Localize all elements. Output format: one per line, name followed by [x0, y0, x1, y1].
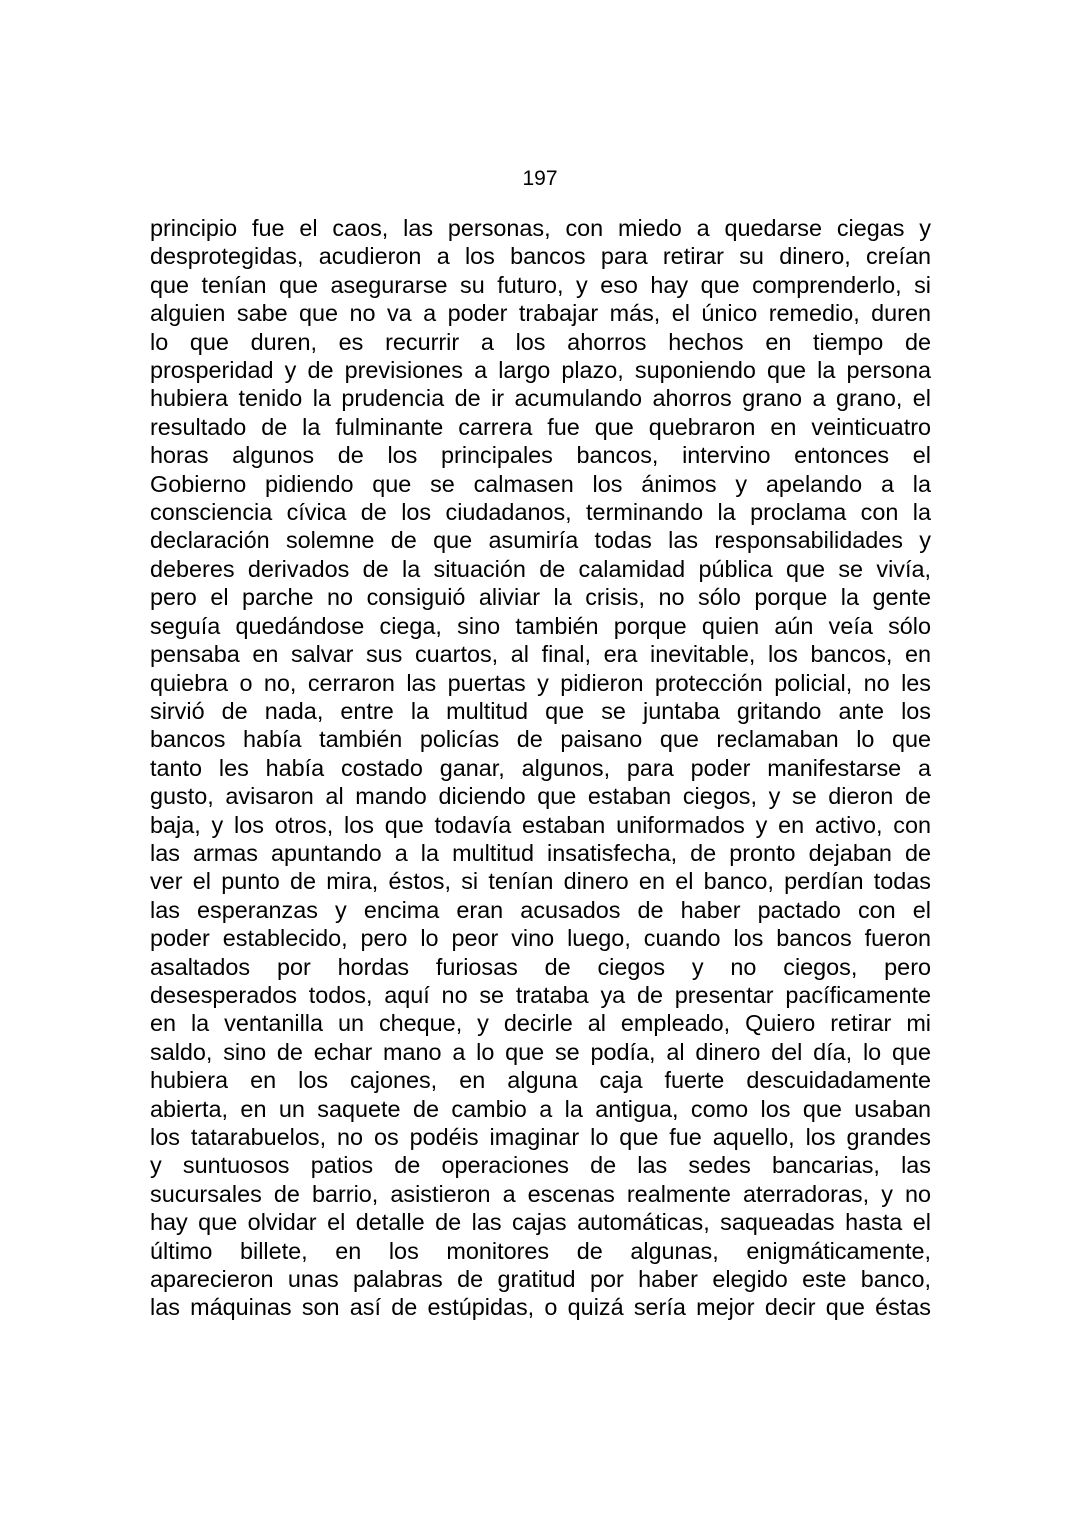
- text-line: Gobierno pidiendo que se calmasen los ánimos y apelando a la: [150, 470, 931, 497]
- text-line: saldo, sino de echar mano a lo que se podía, al dinero del día, lo que: [150, 1038, 931, 1065]
- text-line: pensaba en salvar sus cuartos, al final, era inevitable, los bancos, en: [150, 641, 931, 668]
- text-line: seguía quedándose ciega, sino también porque quien aún veía sólo: [150, 612, 931, 639]
- text-line: los tatarabuelos, no os podéis imaginar lo que fue aquello, los grandes: [150, 1124, 931, 1150]
- text-line: aparecieron unas palabras de gratitud por haber elegido este banco,: [150, 1266, 931, 1293]
- text-line: las armas apuntando a la multitud insatisfecha, de pronto dejaban de: [150, 839, 931, 866]
- text-line: principio fue el caos, las personas, con miedo a quedarse ciegas y: [150, 215, 931, 241]
- text-line: las esperanzas y encima eran acusados de haber pactado con el: [150, 896, 931, 923]
- text-line: tanto les había costado ganar, algunos, para poder manifestarse a: [150, 754, 931, 781]
- text-line: hubiera en los cajones, en alguna caja fuerte descuidadamente: [150, 1067, 931, 1094]
- text-line: consciencia cívica de los ciudadanos, terminando la proclama con la: [150, 499, 931, 526]
- body-paragraph: [150, 214, 931, 1322]
- page-number: 197: [522, 167, 558, 190]
- text-line: último billete, en los monitores de algunas, enigmáticamente,: [150, 1237, 931, 1264]
- text-line: que tenían que asegurarse su futuro, y eso hay que comprenderlo, si: [150, 271, 931, 298]
- text-line: baja, y los otros, los que todavía estaban uniformados y en activo, con: [150, 811, 931, 838]
- text-line: sucursales de barrio, asistieron a escenas realmente aterradoras, y no: [150, 1180, 931, 1207]
- text-line: bancos había también policías de paisano que reclamaban lo que: [150, 726, 931, 753]
- text-line: en la ventanilla un cheque, y decirle al empleado, Quiero retirar mi: [150, 1010, 931, 1037]
- text-line: las máquinas son así de estúpidas, o quizá sería mejor decir que éstas: [150, 1294, 931, 1321]
- text-line: gusto, avisaron al mando diciendo que estaban ciegos, y se dieron de: [150, 783, 931, 810]
- text-line: asaltados por hordas furiosas de ciegos y no ciegos, pero: [150, 953, 931, 980]
- text-line: prosperidad y de previsiones a largo plazo, suponiendo que la persona: [150, 357, 931, 384]
- text-line: resultado de la fulminante carrera fue que quebraron en veinticuatro: [150, 413, 931, 440]
- text-line: desprotegidas, acudieron a los bancos para retirar su dinero, creían: [150, 243, 931, 270]
- text-line: alguien sabe que no va a poder trabajar más, el único remedio, duren: [150, 300, 931, 327]
- text-line: hubiera tenido la prudencia de ir acumulando ahorros grano a grano, el: [150, 385, 931, 412]
- text-line: sirvió de nada, entre la multitud que se juntaba gritando ante los: [150, 697, 931, 724]
- text-line: declaración solemne de que asumiría todas las responsabilidades y: [150, 527, 931, 554]
- text-line: poder establecido, pero lo peor vino luego, cuando los bancos fueron: [150, 925, 931, 952]
- text-line: desesperados todos, aquí no se trataba ya de presentar pacíficamente: [150, 981, 931, 1008]
- text-line: hay que olvidar el detalle de las cajas automáticas, saqueadas hasta el: [150, 1209, 931, 1236]
- text-line: pero el parche no consiguió aliviar la crisis, no sólo porque la gente: [150, 584, 931, 611]
- text-line: y suntuosos patios de operaciones de las sedes bancarias, las: [150, 1152, 931, 1179]
- text-line: lo que duren, es recurrir a los ahorros hechos en tiempo de: [150, 328, 931, 355]
- text-line: horas algunos de los principales bancos, intervino entonces el: [150, 442, 931, 469]
- text-line: deberes derivados de la situación de calamidad pública que se vivía,: [150, 555, 931, 582]
- text-line: abierta, en un saquete de cambio a la antigua, como los que usaban: [150, 1095, 931, 1122]
- text-line: ver el punto de mira, éstos, si tenían dinero en el banco, perdían todas: [150, 868, 931, 895]
- text-line: quiebra o no, cerraron las puertas y pidieron protección policial, no les: [150, 669, 931, 696]
